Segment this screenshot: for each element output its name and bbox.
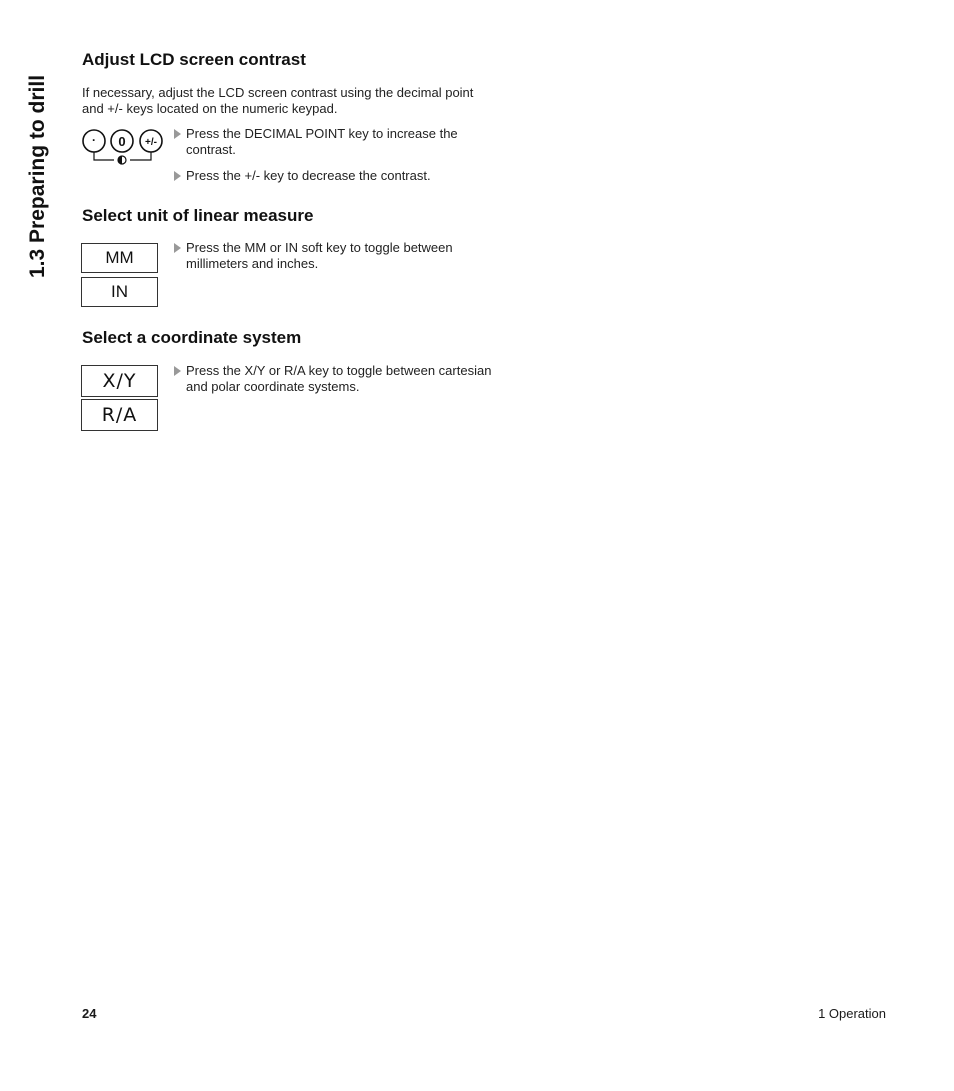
coords-step (174, 363, 534, 395)
contrast-step-decrease (174, 168, 534, 184)
page-number: 24 (82, 1006, 97, 1021)
contrast-bracket-icon (94, 152, 151, 164)
units-step-line2: millimeters and inches. (186, 256, 319, 271)
units-step (174, 240, 534, 272)
zero-key-label: 0 (118, 134, 126, 149)
heading-unit-measure: Select unit of linear measure (82, 206, 314, 225)
mm-softkey[interactable]: MM (81, 243, 158, 273)
coords-step-line1: Press the X/Y or R/A key to toggle between cartesian (186, 363, 492, 378)
plusminus-key-icon (140, 130, 162, 152)
xy-softkey[interactable]: X/Y (81, 365, 158, 397)
plusminus-key-label: +/- (145, 137, 157, 148)
coords-step-line2: and polar coordinate systems. (186, 379, 360, 394)
triangle-right-icon (174, 171, 181, 181)
triangle-right-icon (174, 366, 181, 376)
side-chapter-title (10, 60, 68, 310)
contrast-step-decrease-text: Press the +/- key to decrease the contrast. (186, 168, 431, 183)
triangle-right-icon (174, 129, 181, 139)
heading-adjust-contrast: Adjust LCD screen contrast (82, 50, 306, 69)
heading-coordinate-system: Select a coordinate system (82, 328, 302, 347)
zero-key-icon (111, 130, 133, 152)
contrast-intro-line2: and +/- keys located on the numeric keypad. (82, 101, 338, 116)
decimal-key-icon (83, 130, 105, 152)
triangle-right-icon (174, 243, 181, 253)
contrast-intro-line1: If necessary, adjust the LCD screen contrast using the decimal point (82, 85, 474, 100)
chapter-label: 1 Operation (818, 1006, 886, 1021)
units-step-line1: Press the MM or IN soft key to toggle between (186, 240, 453, 255)
side-chapter-title-text: 1.3 Preparing to drill (26, 74, 49, 278)
contrast-keys-icon (81, 128, 165, 168)
contrast-step-increase (174, 126, 534, 158)
decimal-key-label: · (92, 133, 96, 147)
contrast-step-increase-line2: contrast. (186, 142, 236, 157)
in-softkey[interactable]: IN (81, 277, 158, 307)
ra-softkey[interactable]: R/A (81, 399, 158, 431)
contrast-step-increase-line1: Press the DECIMAL POINT key to increase the (186, 126, 458, 141)
